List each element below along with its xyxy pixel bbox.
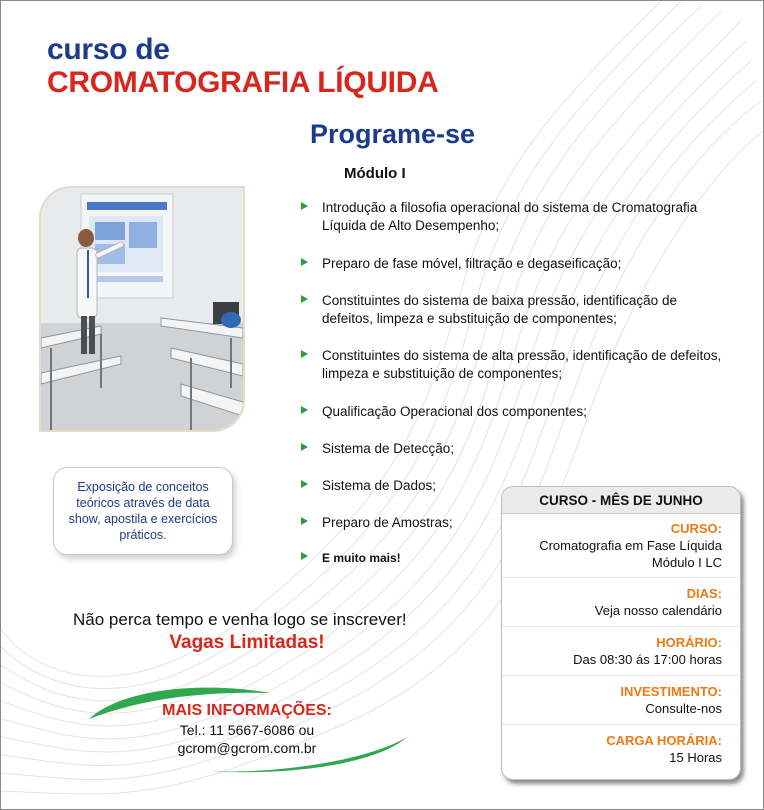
- arrow-bullet-icon: [301, 517, 308, 525]
- title-curso-de: curso de: [47, 33, 170, 66]
- arrow-bullet-icon: [301, 406, 308, 414]
- curso-label: CURSO:: [670, 521, 722, 536]
- dias-value: Veja nosso calendário: [594, 603, 722, 618]
- investimento-value: Consulte-nos: [645, 701, 722, 716]
- topic-item: Constituintes do sistema de alta pressão, identificação de defeitos, limpeza e substituição de componentes;: [301, 347, 731, 383]
- mais-informacoes-title: MAIS INFORMAÇÕES:: [162, 702, 332, 719]
- topic-item: Sistema de Detecção;: [301, 440, 731, 458]
- course-box-header: CURSO - MÊS DE JUNHO: [502, 487, 740, 514]
- modulo-heading: Módulo I: [344, 165, 406, 182]
- divider: [502, 577, 740, 578]
- investimento-label: INVESTIMENTO:: [620, 684, 722, 699]
- arrow-bullet-icon: [301, 552, 308, 560]
- carga-horaria-value: 15 Horas: [669, 750, 722, 765]
- topic-item: Preparo de Amostras;: [301, 514, 731, 532]
- topic-item: Introdução a filosofia operacional do sistema de Cromatografia Líquida de Alto Desempenho;: [301, 199, 731, 235]
- divider: [502, 724, 740, 725]
- callout-box: [53, 467, 233, 555]
- topic-item: Qualificação Operacional dos componentes;: [301, 403, 731, 421]
- arrow-bullet-icon: [301, 480, 308, 488]
- classroom-photo: [41, 188, 243, 430]
- dias-label: DIAS:: [686, 586, 722, 601]
- carga-horaria-label: CARGA HORÁRIA:: [606, 733, 722, 748]
- arrow-bullet-icon: [301, 202, 308, 210]
- curso-row: [502, 520, 740, 571]
- curso-value-line2: Módulo I LC: [651, 555, 722, 570]
- topic-item: Preparo de fase móvel, filtração e degaseificação;: [301, 255, 731, 273]
- topic-item: Sistema de Dados;: [301, 477, 731, 495]
- topic-item: E muito mais!: [301, 549, 731, 567]
- curso-value-line1: Cromatografia em Fase Líquida: [539, 538, 722, 553]
- arrow-bullet-icon: [301, 443, 308, 451]
- horario-label: HORÁRIO:: [656, 635, 722, 650]
- title-cromatografia: CROMATOGRAFIA LÍQUIDA: [47, 66, 439, 99]
- course-info-box: [501, 486, 741, 780]
- divider: [502, 675, 740, 676]
- contact-phone: Tel.: 11 5667-6086 ou: [179, 722, 315, 738]
- carga-horaria-row: [502, 732, 740, 766]
- topic-item: Constituintes do sistema de baixa pressão, identificação de defeitos, limpeza e substituição de componentes;: [301, 292, 731, 328]
- callout-text: Exposição de conceitos teóricos através de data show, apostila e exercícios práticos.: [68, 480, 218, 542]
- vagas-limitadas: Vagas Limitadas!: [169, 632, 325, 653]
- arrow-bullet-icon: [301, 258, 308, 266]
- horario-row: [502, 634, 740, 668]
- programe-se-heading: Programe-se: [310, 119, 476, 149]
- investimento-row: [502, 683, 740, 717]
- horario-value: Das 08:30 ás 17:00 horas: [573, 652, 722, 667]
- divider: [502, 626, 740, 627]
- arrow-bullet-icon: [301, 350, 308, 358]
- dias-row: [502, 585, 740, 619]
- arrow-bullet-icon: [301, 295, 308, 303]
- contact-email[interactable]: gcrom@gcrom.com.br: [177, 740, 317, 756]
- slogan-text: Não perca tempo e venha logo se inscrever!: [73, 610, 407, 629]
